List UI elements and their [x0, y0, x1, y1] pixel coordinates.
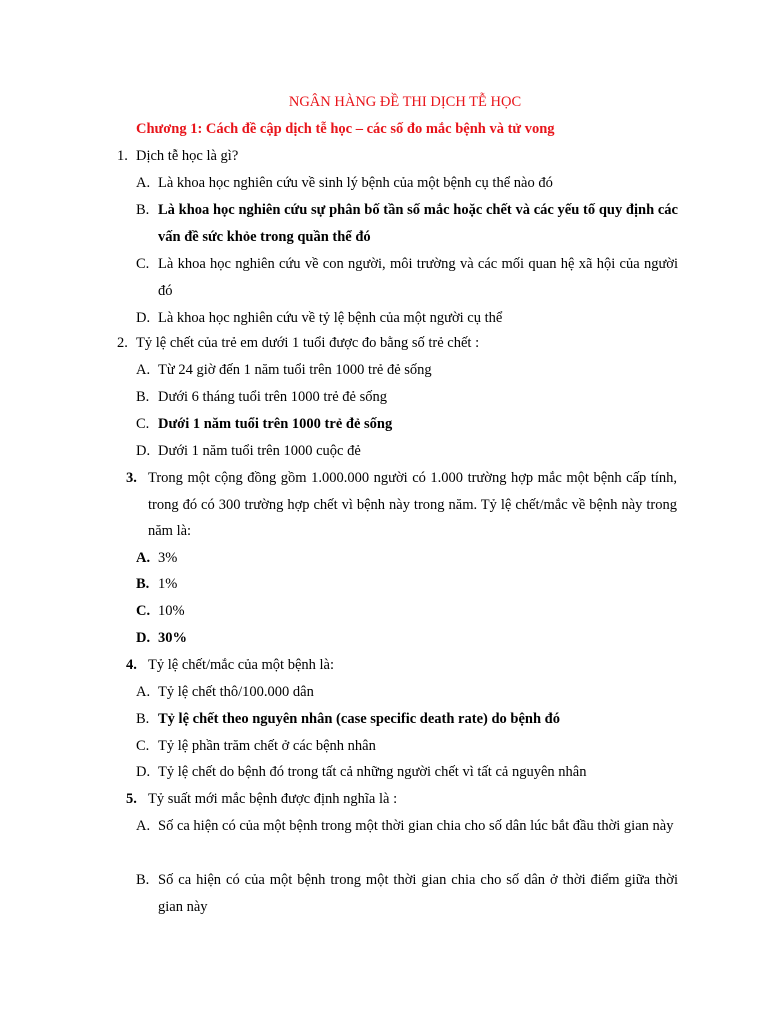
- option-label: A.: [136, 550, 151, 566]
- option-label: A.: [136, 818, 151, 834]
- option-text: Từ 24 giờ đến 1 năm tuổi trên 1000 trẻ đẻ sống: [158, 362, 432, 378]
- option-text-correct: Là khoa học nghiên cứu sự phân bố tần số mắc hoặc chết và các yếu tố quy định các vấn đề sức khỏe trong quần thể đó: [158, 202, 678, 245]
- option-text: Dưới 1 năm tuổi trên 1000 cuộc đẻ: [158, 443, 361, 459]
- option-text: Số ca hiện có của một bệnh trong một thời gian chia cho số dân ở thời điểm giữa thời gian này: [158, 872, 678, 915]
- option-label: D.: [136, 764, 151, 780]
- question-text: Tỷ lệ chết của trẻ em dưới 1 tuổi được đo bằng số trẻ chết :: [136, 335, 480, 351]
- document-title: NGÂN HÀNG ĐỀ THI DỊCH TỄ HỌC: [288, 94, 522, 110]
- option-label: B.: [136, 872, 150, 888]
- question-number: 5.: [126, 791, 137, 807]
- option-text: Là khoa học nghiên cứu về sinh lý bệnh của một bệnh cụ thể nào đó: [158, 175, 553, 191]
- option-text-correct: Tỷ lệ chết theo nguyên nhân (case specific death rate) do bệnh đó: [158, 711, 560, 727]
- option-label: B.: [136, 389, 150, 405]
- option-text: Dưới 6 tháng tuổi trên 1000 trẻ đẻ sống: [158, 389, 387, 405]
- option-text: 10%: [158, 603, 185, 619]
- option-label: A.: [136, 684, 151, 700]
- option-text: Tỷ lệ chết do bệnh đó trong tất cả những người chết vì tất cả nguyên nhân: [158, 764, 587, 780]
- option-label: C.: [136, 416, 150, 432]
- option-text-correct: 30%: [158, 630, 187, 646]
- option-label: B.: [136, 202, 150, 218]
- question-number: 1.: [117, 148, 128, 164]
- chapter-heading: Chương 1: Cách đề cập dịch tễ học – các số đo mắc bệnh và tử vong: [136, 121, 555, 137]
- option-label: A.: [136, 362, 151, 378]
- option-label: D.: [136, 630, 151, 646]
- option-text: Tỷ lệ chết thô/100.000 dân: [158, 684, 314, 700]
- question-text: Tỷ suất mới mắc bệnh được định nghĩa là :: [148, 791, 398, 807]
- option-label: A.: [136, 175, 151, 191]
- question-text: Trong một cộng đồng gồm 1.000.000 người có 1.000 trường hợp mắc một bệnh cấp tính, trong đó có 300 trường hợp chết vì bệnh này trong năm. Tỷ lệ chết/mắc về bệnh này trong năm là:: [148, 470, 677, 540]
- option-text: 3%: [158, 550, 178, 566]
- option-label: D.: [136, 310, 151, 326]
- option-label: B.: [136, 576, 150, 592]
- option-text: Là khoa học nghiên cứu về tỷ lệ bệnh của một người cụ thể: [158, 310, 503, 326]
- option-text: Tỷ lệ phần trăm chết ở các bệnh nhân: [158, 738, 376, 754]
- option-text: 1%: [158, 576, 178, 592]
- option-label: C.: [136, 738, 150, 754]
- question-number: 4.: [126, 657, 137, 673]
- question-number: 3.: [126, 470, 137, 486]
- option-label: B.: [136, 711, 150, 727]
- question-text: Dịch tễ học là gì?: [136, 148, 239, 164]
- option-label: D.: [136, 443, 151, 459]
- option-text-correct: Dưới 1 năm tuổi trên 1000 trẻ đẻ sống: [158, 416, 393, 432]
- option-text: Là khoa học nghiên cứu về con người, môi trường và các mối quan hệ xã hội của người đó: [158, 256, 678, 299]
- question-number: 2.: [117, 335, 128, 351]
- option-text: Số ca hiện có của một bệnh trong một thời gian chia cho số dân lúc bắt đầu thời gian này: [158, 818, 674, 834]
- option-label: C.: [136, 603, 151, 619]
- question-text: Tỷ lệ chết/mắc của một bệnh là:: [148, 657, 335, 673]
- option-label: C.: [136, 256, 150, 272]
